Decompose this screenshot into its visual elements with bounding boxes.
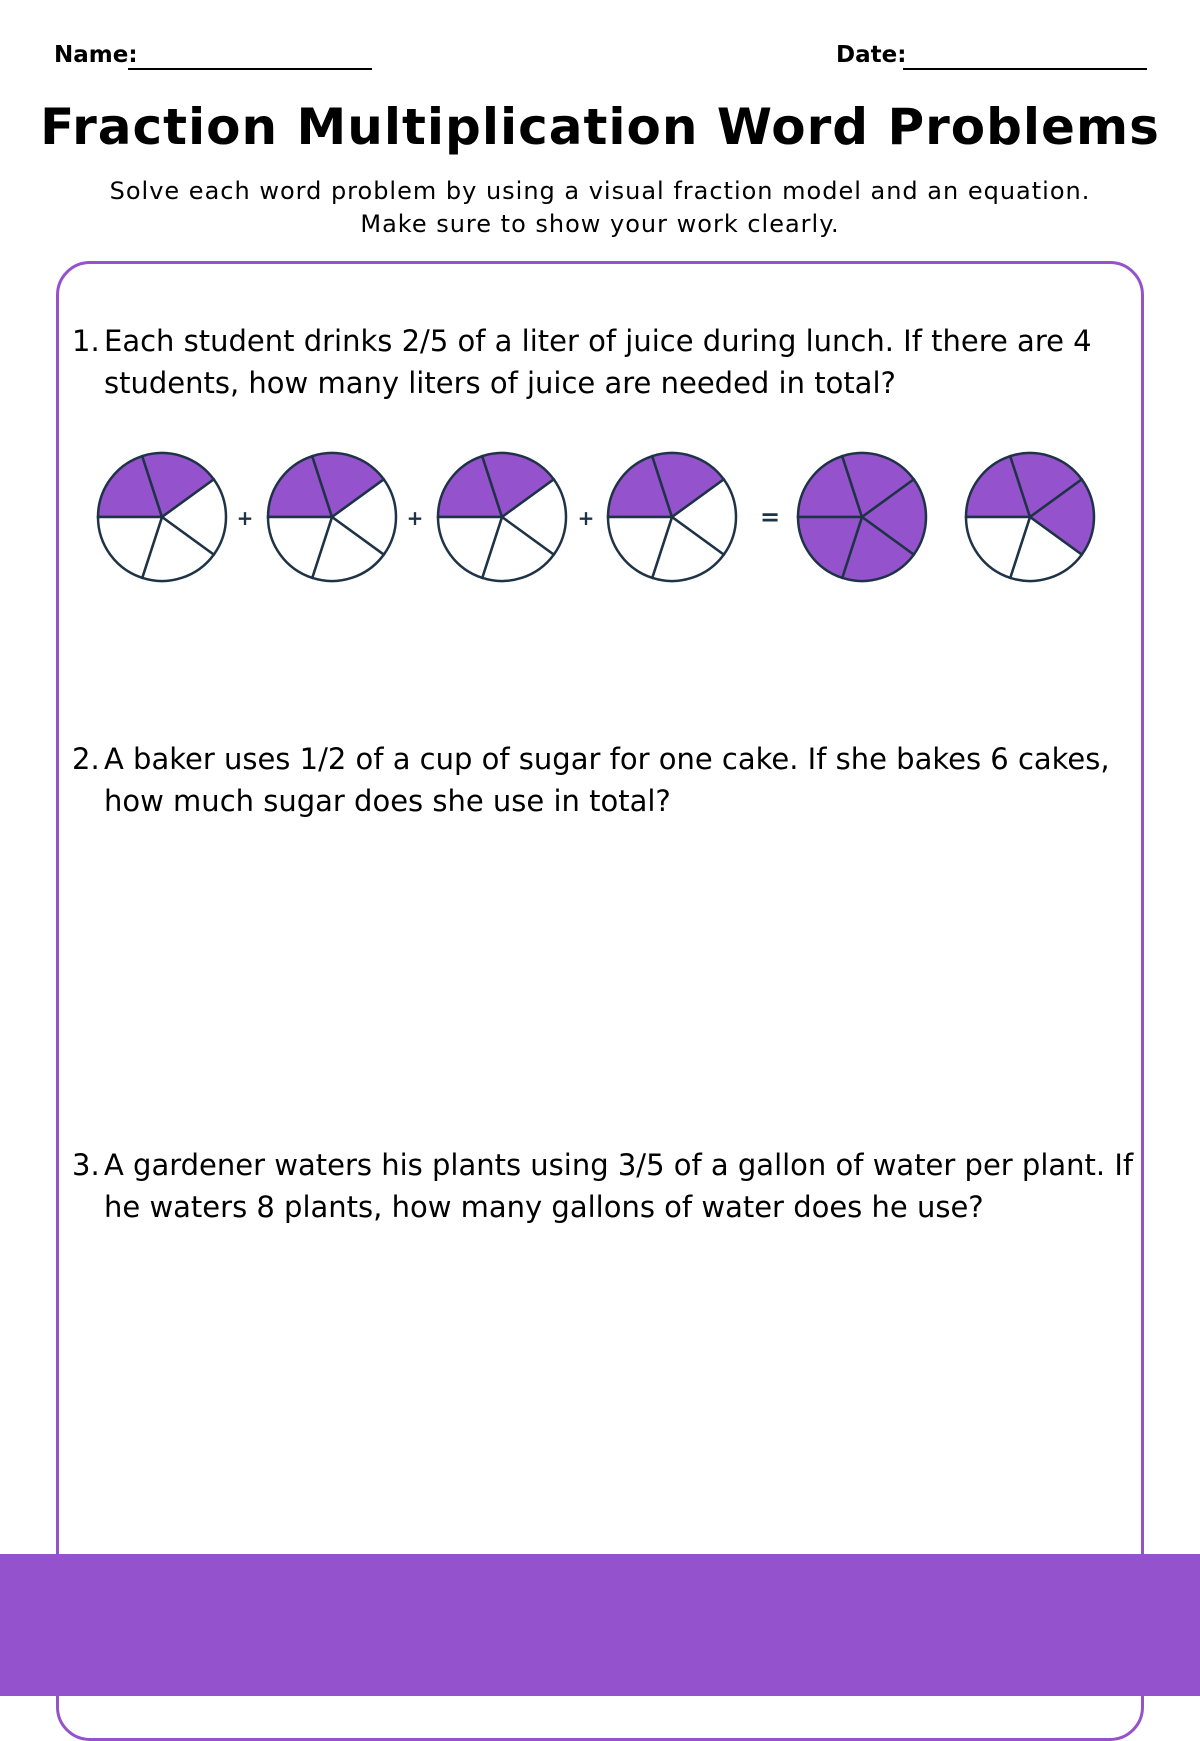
date-field-line[interactable] xyxy=(903,68,1147,70)
footer-band xyxy=(0,1554,1200,1696)
plus-sign: + xyxy=(236,506,254,530)
problem-2-text: A baker uses 1/2 of a cup of sugar for one cake. If she bakes 6 cakes, how much sugar does she use in total? xyxy=(104,742,1110,818)
problem-1-number: 1. xyxy=(72,324,100,358)
problem-3-number: 3. xyxy=(72,1148,100,1182)
fraction-circle-3 xyxy=(438,453,566,581)
problem-3-text: A gardener waters his plants using 3/5 of a gallon of water per plant. If he waters 8 plants, how many gallons of water does he use? xyxy=(104,1148,1134,1224)
fraction-circle-4 xyxy=(608,453,736,581)
problem-1 xyxy=(72,320,1152,404)
fraction-model xyxy=(0,440,1200,590)
name-label: Name: xyxy=(54,42,138,68)
problem-1-text: Each student drinks 2/5 of a liter of juice during lunch. If there are 4 students, how many liters of juice are needed in total? xyxy=(104,324,1092,400)
plus-sign: + xyxy=(577,506,595,530)
fraction-circle-1 xyxy=(98,453,226,581)
plus-sign: + xyxy=(406,506,424,530)
fraction-circle-5 xyxy=(798,453,926,581)
equals-sign: = xyxy=(759,503,781,531)
problem-2 xyxy=(72,738,1152,822)
problem-2-number: 2. xyxy=(72,742,100,776)
instructions-line-2: Make sure to show your work clearly. xyxy=(360,210,840,238)
name-field-line[interactable] xyxy=(128,68,372,70)
date-label: Date: xyxy=(836,42,907,68)
instructions xyxy=(0,175,1200,241)
problem-3 xyxy=(72,1144,1152,1228)
instructions-line-1: Solve each word problem by using a visual fraction model and an equation. xyxy=(109,177,1091,205)
fraction-circle-6 xyxy=(966,453,1094,581)
page-title: Fraction Multiplication Word Problems xyxy=(40,98,1160,156)
fraction-circle-2 xyxy=(268,453,396,581)
